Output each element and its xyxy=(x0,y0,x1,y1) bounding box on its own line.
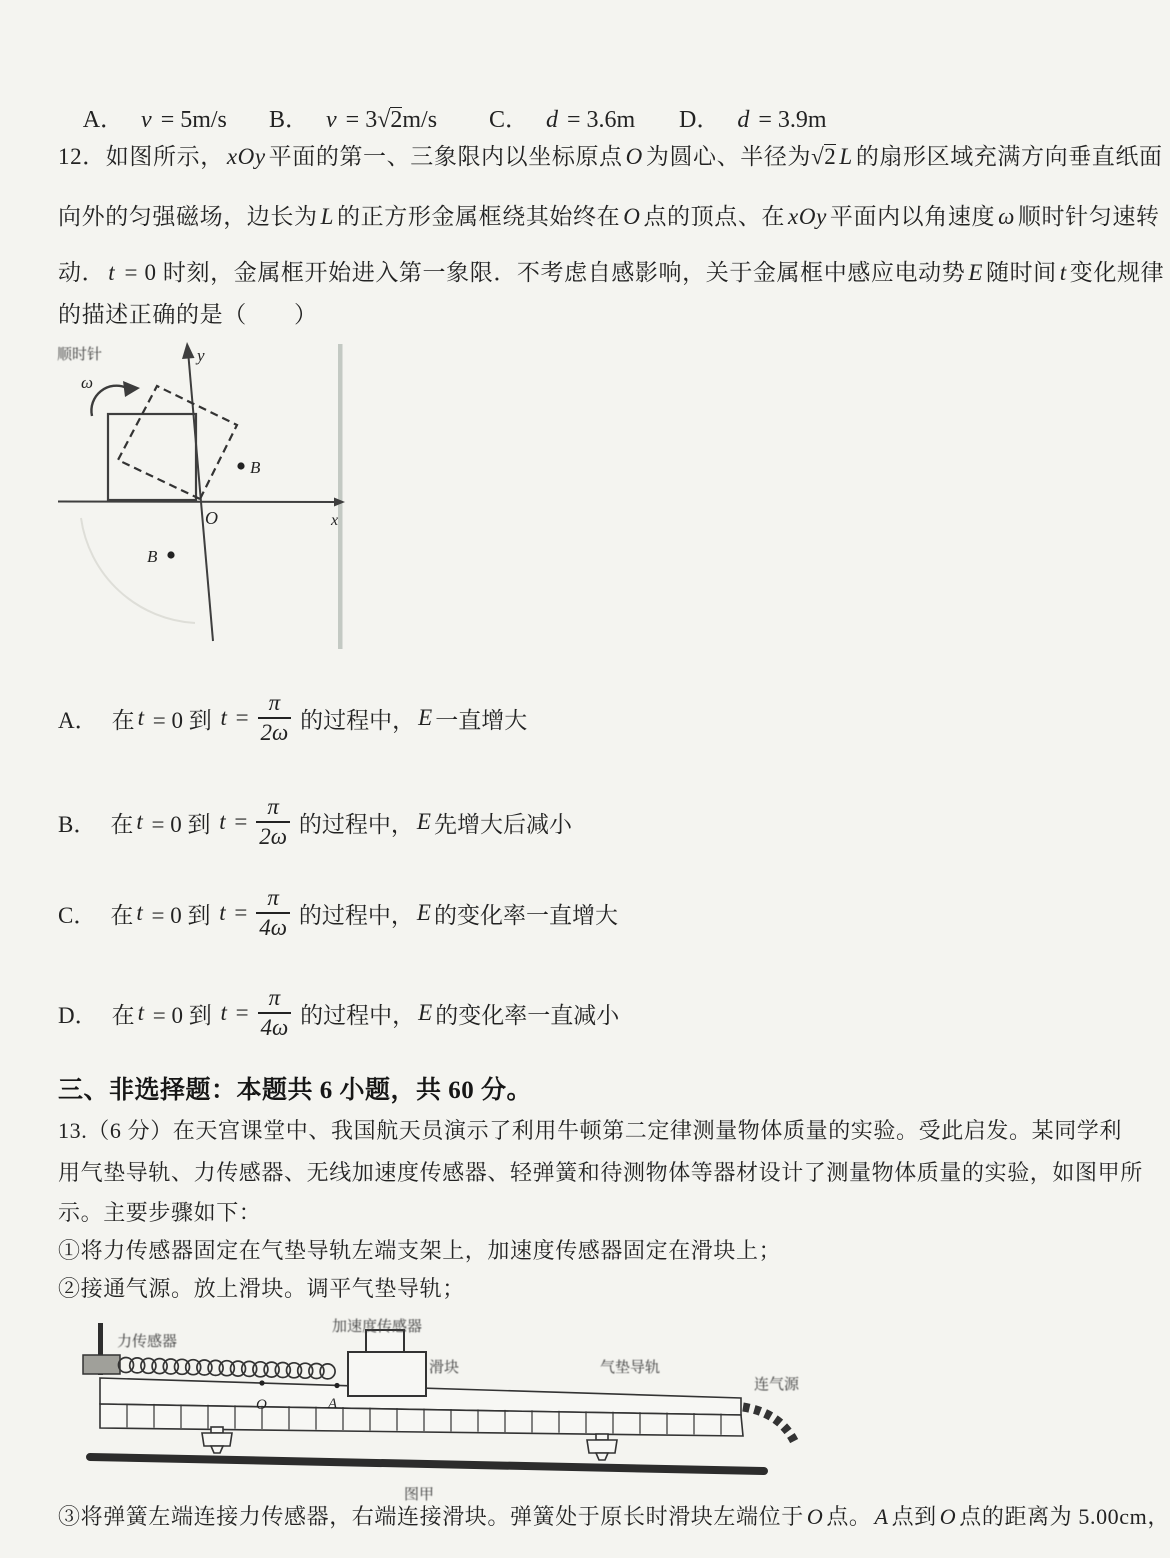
air-track-label: 气垫导轨 xyxy=(600,1360,661,1376)
rotation-arrow xyxy=(91,386,127,416)
text: = xyxy=(228,809,248,834)
math-text: L xyxy=(839,144,853,169)
fraction: $\frac{\pi}{4\omega}$ xyxy=(256,885,290,941)
math-text: t xyxy=(136,900,143,925)
option-text xyxy=(323,107,437,133)
text: = xyxy=(229,705,249,730)
text: 在 xyxy=(110,811,134,837)
math-text: O xyxy=(939,1504,957,1529)
option-label: B． xyxy=(269,107,310,133)
math-text: t xyxy=(136,809,143,834)
text: = 0 时刻，金属框开始进入第一象限．不考虑自感影响，关于金属框中感应电动势 xyxy=(118,260,966,285)
option-label: B． xyxy=(58,811,97,837)
text: 的描述正确的是（ ） xyxy=(58,302,318,327)
text: = xyxy=(228,900,248,925)
math-text: t xyxy=(219,809,226,834)
text: 在 xyxy=(111,707,135,733)
text: 在 xyxy=(110,902,134,928)
option-text xyxy=(110,794,572,850)
text: 平面内以角速度 xyxy=(829,204,996,229)
text: = xyxy=(229,1000,249,1025)
q12-option-c xyxy=(58,877,618,949)
point-a-label: A xyxy=(328,1396,338,1412)
text: 的过程中， xyxy=(298,811,414,837)
text: 向外的匀强磁场，边长为 xyxy=(58,204,318,229)
text: = 3.9m xyxy=(752,107,827,133)
radical: √ 2 xyxy=(811,144,837,169)
figure-artifact-text: 顺时针 xyxy=(57,347,103,363)
text: = 5m/s xyxy=(154,107,227,133)
option-label: A． xyxy=(82,107,125,133)
math-text: t xyxy=(1059,260,1067,285)
q13-stem-line-2: 用气垫导轨、力传感器、无线加速度传感器、轻弹簧和待测物体等器材设计了测量物体质量的实验，如图甲所 xyxy=(58,1160,1143,1185)
point-o-label: O xyxy=(256,1397,267,1413)
section3-heading: 三、非选择题：本题共 6 小题，共 60 分。 xyxy=(58,1077,533,1104)
force-sensor xyxy=(83,1355,120,1374)
option-label: D． xyxy=(679,107,721,133)
math-text: A xyxy=(874,1504,889,1529)
field-dot-q1 xyxy=(237,462,244,469)
option-text xyxy=(112,985,620,1041)
math-text: E xyxy=(418,705,433,730)
math-text: t xyxy=(220,705,227,730)
math-text: ω xyxy=(998,204,1015,229)
slider xyxy=(348,1352,426,1396)
rotation-arrowhead xyxy=(123,381,140,397)
x-axis xyxy=(58,502,339,503)
field-label-q3: B xyxy=(147,547,158,566)
text: 12．如图所示， xyxy=(58,144,224,169)
fraction: $\frac{\pi}{2\omega}$ xyxy=(256,794,290,850)
option-label: D． xyxy=(58,1002,98,1028)
q12-stem-line-3 xyxy=(58,254,1164,287)
text: 的变化率一直减小 xyxy=(435,1002,620,1028)
text: 的变化率一直增大 xyxy=(433,902,618,928)
page-edge-line xyxy=(338,344,343,649)
text: 点到 xyxy=(891,1504,937,1529)
option-label: A． xyxy=(58,707,98,733)
text: 顺时针匀速转 xyxy=(1017,204,1160,229)
leveling-foot-left xyxy=(202,1427,232,1453)
math-text: E xyxy=(968,260,983,285)
math-text: t xyxy=(219,900,226,925)
math-text: t xyxy=(108,260,116,285)
option-text xyxy=(138,107,227,133)
fraction: $\frac{\pi}{4\omega}$ xyxy=(258,985,292,1041)
text: 点的距离为 5.00cm， xyxy=(959,1504,1170,1529)
solid-square-frame xyxy=(108,414,196,500)
q13-step-2: ②接通气源。放上滑块。调平气垫导轨； xyxy=(58,1276,465,1301)
force-sensor-label: 力传感器 xyxy=(117,1334,178,1350)
text: 随时间 xyxy=(985,260,1057,285)
q12-stem-line-4 xyxy=(58,296,318,329)
text: m/s xyxy=(402,107,438,133)
q13-step-3 xyxy=(58,1500,1170,1531)
text: = 3.6m xyxy=(561,107,636,133)
sector-arc xyxy=(81,518,195,623)
slider-label: 滑块 xyxy=(429,1360,460,1376)
q13-apparatus-figure xyxy=(60,1315,850,1515)
option-text xyxy=(543,107,635,133)
air-hose xyxy=(743,1407,796,1445)
option-text xyxy=(110,885,618,941)
text: = 0 到 xyxy=(145,902,217,928)
text: 点。 xyxy=(826,1504,872,1529)
field-label-q1: B xyxy=(250,458,261,477)
point-o-dot xyxy=(259,1380,264,1385)
math-text: E xyxy=(416,809,431,834)
y-axis-arrowhead xyxy=(182,342,195,359)
text: 为圆心、半径为 xyxy=(645,144,812,169)
origin-label: O xyxy=(205,508,218,528)
text: 的扇形区域充满方向垂直纸面 xyxy=(855,144,1163,169)
math-text: O xyxy=(806,1504,824,1529)
q12-figure xyxy=(55,338,355,663)
text: = 0 到 xyxy=(145,811,217,837)
text: 在 xyxy=(111,1002,135,1028)
fraction: $\frac{\pi}{2\omega}$ xyxy=(258,690,292,746)
text: 变化规律 xyxy=(1069,260,1165,285)
math-text: t xyxy=(220,1000,227,1025)
math-text: d xyxy=(546,107,559,133)
math-text: O xyxy=(625,144,643,169)
q12-stem-line-1 xyxy=(58,138,1163,171)
q12-option-a xyxy=(58,682,527,754)
point-a-dot xyxy=(334,1383,339,1388)
text: 的过程中， xyxy=(300,1002,416,1028)
option-label: C． xyxy=(489,107,530,133)
text: 平面的第一、三象限内以坐标原点 xyxy=(268,144,623,169)
math-text: xOy xyxy=(226,144,266,169)
math-text: v xyxy=(326,107,337,133)
math-text: xOy xyxy=(788,204,827,229)
math-text: O xyxy=(623,204,641,229)
text: = 0 到 xyxy=(147,707,218,733)
x-axis-label: x xyxy=(331,512,339,529)
text: = 3 xyxy=(339,107,378,133)
option-label: C． xyxy=(58,902,97,928)
math-text: t xyxy=(137,1000,145,1025)
math-text: d xyxy=(737,107,750,133)
math-text: E xyxy=(418,1000,433,1025)
text: 的正方形金属框绕其始终在 xyxy=(337,204,621,229)
figure-caption: 图甲 xyxy=(404,1487,435,1503)
text: 动． xyxy=(58,260,106,285)
air-source-label: 连气源 xyxy=(754,1377,800,1393)
option-text xyxy=(734,107,826,133)
acceleration-sensor-label: 加速度传感器 xyxy=(332,1319,423,1335)
text: 的过程中， xyxy=(300,707,416,733)
math-text: L xyxy=(320,204,335,229)
q13-stem-line-1: 13.（6 分）在天宫课堂中、我国航天员演示了利用牛顿第二定律测量物体质量的实验。受此启发。某同学利 xyxy=(58,1118,1123,1143)
text: 的过程中， xyxy=(298,902,414,928)
field-dot-q3 xyxy=(167,551,174,558)
text: 先增大后减小 xyxy=(433,811,572,837)
leveling-foot-right xyxy=(587,1434,617,1460)
q12-option-d xyxy=(58,977,619,1049)
q13-step-1: ①将力传感器固定在气垫导轨左端支架上，加速度传感器固定在滑块上； xyxy=(58,1238,782,1263)
math-text: t xyxy=(137,705,145,730)
text: 一直增大 xyxy=(435,707,528,733)
ground-line xyxy=(90,1457,764,1471)
spring xyxy=(119,1358,336,1379)
q13-stem-line-3: 示。主要步骤如下： xyxy=(58,1200,262,1225)
text: 点的顶点、在 xyxy=(643,204,786,229)
math-text: v xyxy=(141,107,152,133)
y-axis-label: y xyxy=(197,346,205,365)
text: ③将弹簧左端连接力传感器，右端连接滑块。弹簧处于原长时滑块左端位于 xyxy=(58,1504,804,1529)
option-text xyxy=(112,690,528,746)
omega-label: ω xyxy=(81,373,94,392)
q12-option-b xyxy=(58,786,572,858)
text: = 0 到 xyxy=(147,1002,218,1028)
q12-stem-line-2 xyxy=(58,198,1160,231)
dashed-square-frame xyxy=(118,386,237,499)
math-text: E xyxy=(416,900,431,925)
radical: √ 2 xyxy=(377,107,403,133)
